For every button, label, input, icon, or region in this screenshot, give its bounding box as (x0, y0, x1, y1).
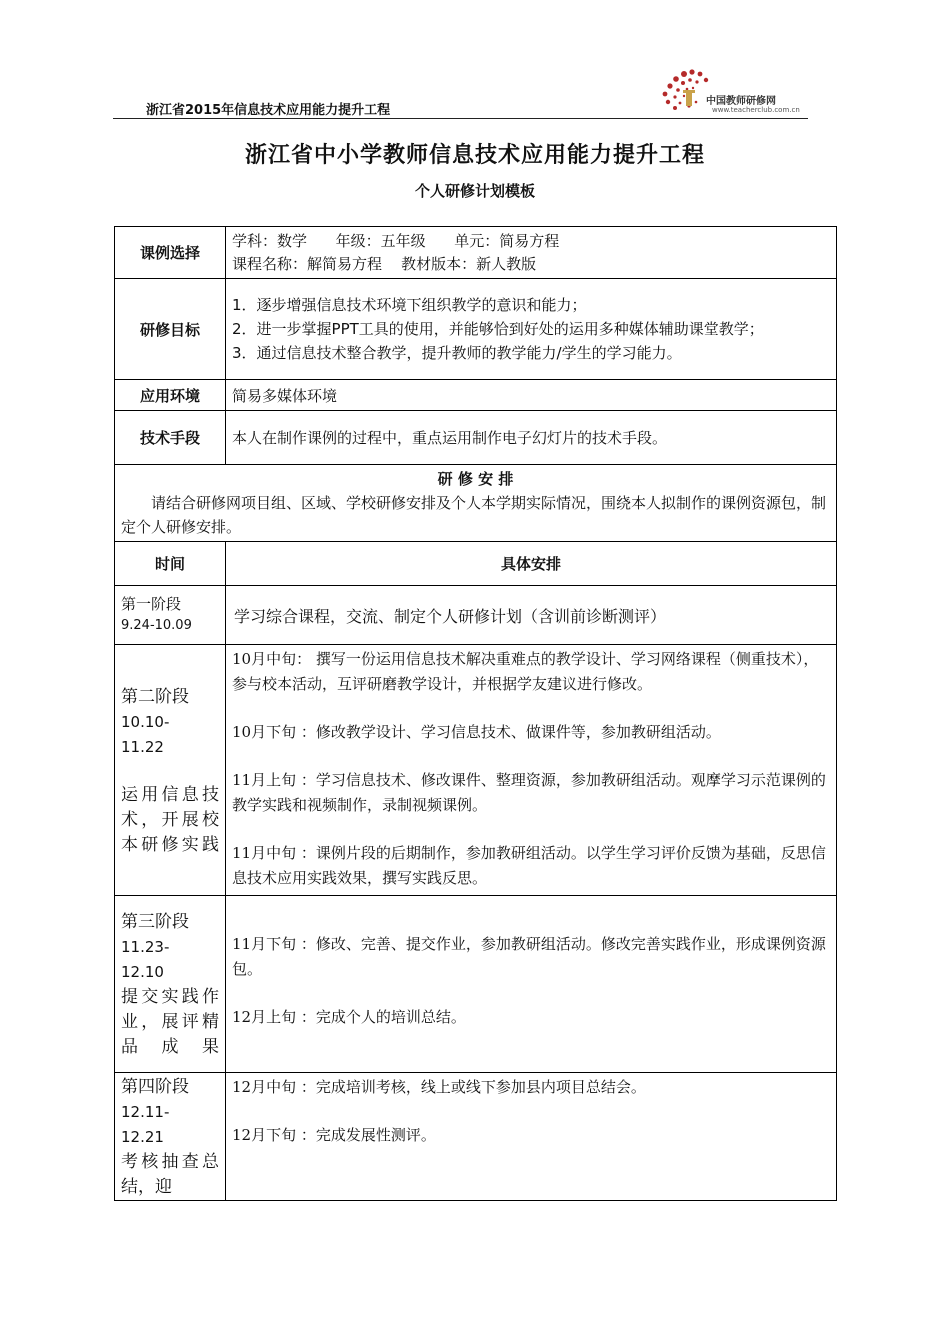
stage-1-detail: 学习综合课程，交流、制定个人研修计划（含训前诊断测评） (226, 586, 837, 645)
header-divider (113, 118, 808, 119)
goal-item: 2．进一步掌握PPT工具的使用，并能够恰到好处的运用多种媒体辅助课堂教学； (232, 320, 764, 338)
stage-2-name: 第二阶段 (121, 686, 189, 707)
page-title: 浙江省中小学教师信息技术应用能力提升工程 (244, 142, 705, 168)
stage-3-range-end: 12.10 (121, 963, 164, 981)
stage-4-range-end: 12.21 (121, 1128, 164, 1146)
plan-table (114, 226, 837, 1201)
stage-3-detail (226, 896, 837, 1073)
stage-row-3 (115, 896, 837, 1073)
logo-url: www.teacherclub.com.cn (712, 106, 800, 114)
detail-item: 12月上旬 ：完成个人的培训总结。 (232, 1008, 466, 1026)
stage-2-detail (226, 645, 837, 896)
schedule-intro-row (115, 465, 837, 542)
course-value (226, 227, 837, 279)
stage-2-range-start: 10.10- (121, 712, 170, 731)
detail-item: 10月下旬 ：修改教学设计、学习信息技术、做课件等，参加教研组活动。 (232, 723, 721, 741)
detail-item: 11月下旬 ：修改、完善、提交作业，参加教研组活动。修改完善实践作业，形成课例资源包。 (232, 935, 826, 978)
technique-label: 技术手段 (115, 411, 226, 465)
detail-item: 12月下旬 ：完成发展性测评。 (232, 1126, 436, 1144)
technique-value: 本人在制作课例的过程中，重点运用制作电子幻灯片的技术手段。 (226, 411, 837, 465)
stage-3-desc: 提交实践作业，展评精品成果 (121, 987, 219, 1057)
schedule-description: 请结合研修网项目组、区域、学校研修安排及个人本学期实际情况，围绕本人拟制作的课例资源包，制定个人研修安排。 (121, 494, 827, 536)
schedule-heading: 研 修 安 排 (437, 470, 514, 488)
stage-1-time (115, 586, 226, 645)
stage-4-detail (226, 1073, 837, 1201)
goals-value (226, 279, 837, 380)
technique-row (115, 411, 837, 465)
course-row (115, 227, 837, 279)
col-time-header: 时间 (115, 542, 226, 586)
stage-2-desc: 运用信息技术，开展校本研修实践 (121, 784, 219, 855)
stage-4-time (115, 1073, 226, 1201)
environment-label: 应用环境 (115, 380, 226, 411)
stage-1-range: 9.24-10.09 (121, 618, 192, 633)
col-detail-header: 具体安排 (226, 542, 837, 586)
stage-row-1 (115, 586, 837, 645)
goals-label: 研修目标 (115, 279, 226, 380)
goals-row (115, 279, 837, 380)
header-project-name: 浙江省2015年信息技术应用能力提升工程 (146, 103, 391, 118)
environment-row (115, 380, 837, 411)
stage-3-range-start: 11.23- (121, 938, 170, 956)
stage-row-2 (115, 645, 837, 896)
stage-3-time (115, 896, 226, 1073)
stage-4-desc: 考核抽查总结，迎 (121, 1152, 219, 1197)
stage-row-4 (115, 1073, 837, 1201)
goal-item: 3．通过信息技术整合教学，提升教师的教学能力/学生的学习能力。 (232, 344, 682, 362)
page-subtitle: 个人研修计划模板 (414, 182, 535, 200)
logo-name: 中国教师研修网 (706, 96, 776, 107)
stage-2-range-end: 11.22 (121, 737, 164, 756)
environment-value: 简易多媒体环境 (226, 380, 837, 411)
stage-4-range-start: 12.11- (121, 1103, 170, 1121)
stage-2-time (115, 645, 226, 896)
schedule-header-row (115, 542, 837, 586)
stage-1-name: 第一阶段 (121, 595, 182, 613)
goal-item: 1．逐步增强信息技术环境下组织教学的意识和能力； (232, 296, 587, 314)
detail-item: 11月中旬 ：课例片段的后期制作，参加教研组活动。以学生学习评价反馈为基础，反思信息技术应用实践效果，撰写实践反思。 (232, 844, 826, 887)
stage-4-name: 第四阶段 (121, 1077, 189, 1097)
detail-item: 10月中旬： 撰写一份运用信息技术解决重难点的教学设计、学习网络课程（侧重技术），参与校本活动，互评研磨教学设计，并根据学友建议进行修改。 (232, 650, 819, 693)
detail-item: 12月中旬 ：完成培训考核，线上或线下参加县内项目总结会。 (232, 1078, 646, 1096)
course-line-1: 学科：数学 年级：五年级 单元：简易方程 (232, 231, 560, 250)
stage-3-name: 第三阶段 (121, 912, 189, 932)
course-line-2: 课程名称：解简易方程 教材版本：新人教版 (232, 254, 537, 273)
course-label: 课例选择 (115, 227, 226, 279)
detail-item: 11月上旬 ：学习信息技术、修改课件、整理资源，参加教研组活动。观摩学习示范课例的教学实践和视频制作，录制视频课例。 (232, 771, 826, 814)
